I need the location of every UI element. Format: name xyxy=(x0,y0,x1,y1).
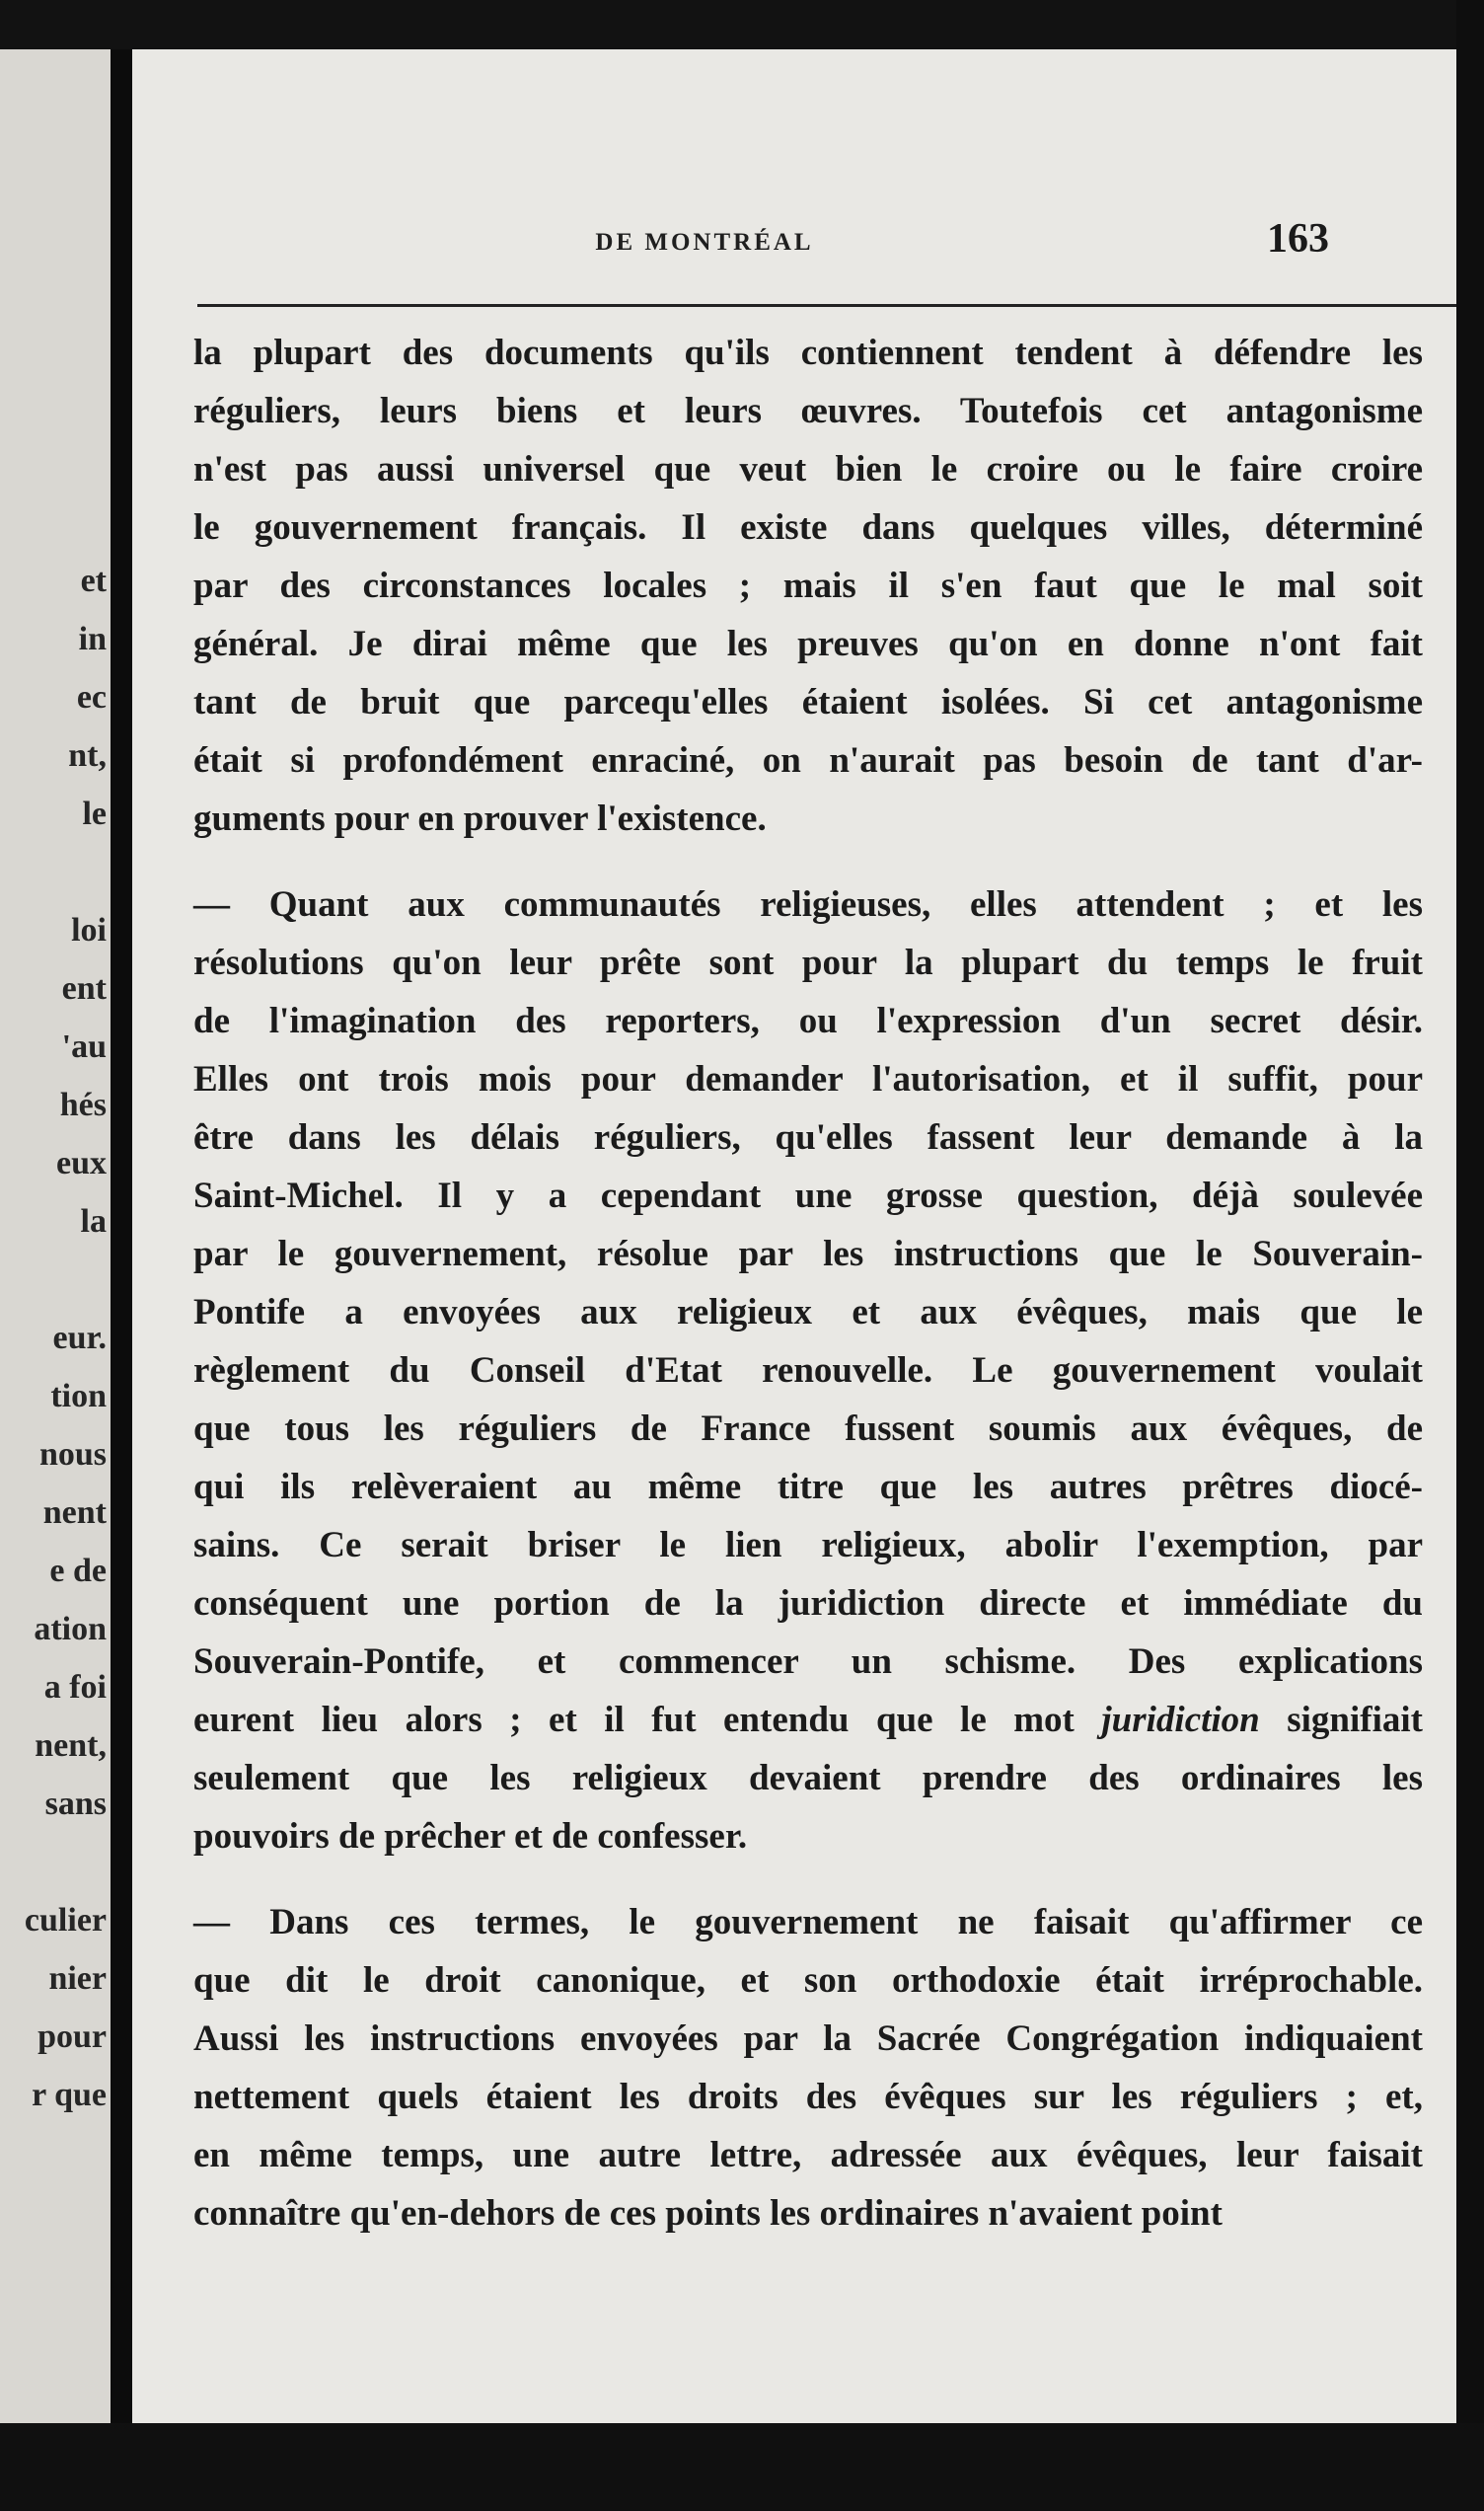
text-line: Souverain-Pontife, et commencer un schisme. Des explications xyxy=(193,1641,1423,1682)
header-rule xyxy=(197,304,1456,307)
text-line: qui ils relèveraient au même titre que les autres prêtres diocé- xyxy=(193,1467,1423,1507)
scan-border-top xyxy=(0,0,1484,54)
page-number: 163 xyxy=(1267,216,1329,262)
page-header xyxy=(132,207,1456,276)
adjacent-page-fragment-text: tion xyxy=(50,1378,107,1414)
adjacent-page-fragment-text: r que xyxy=(32,2077,107,2113)
text-line: être dans les délais réguliers, qu'elles fassent leur demande à la xyxy=(193,1117,1423,1158)
adjacent-page-fragment-text: la xyxy=(80,1203,107,1240)
text-line: tant de bruit que parcequ'elles étaient isolées. Si cet antagonisme xyxy=(193,682,1423,723)
text-line: que tous les réguliers de France fussent soumis aux évêques, de xyxy=(193,1408,1423,1449)
body-text xyxy=(193,324,1423,2243)
adjacent-page-fragment-text: sans xyxy=(44,1786,107,1822)
text-line: était si profondément enraciné, on n'aurait pas besoin de tant d'ar- xyxy=(193,740,1423,781)
adjacent-page-fragment-text: ation xyxy=(34,1611,107,1647)
text-line: guments pour en prouver l'existence. xyxy=(193,799,767,839)
text-line: n'est pas aussi universel que veut bien le croire ou le faire croire xyxy=(193,449,1423,490)
book-page xyxy=(132,49,1456,2423)
adjacent-page-fragment-text: hés xyxy=(59,1087,107,1123)
text-line: nettement quels étaient les droits des évêques sur les réguliers ; et, xyxy=(193,2077,1423,2117)
adjacent-page-fragment-text: nent, xyxy=(35,1727,107,1764)
text-line: général. Je dirai même que les preuves qu'on en donne n'ont fait xyxy=(193,624,1423,664)
text-line: — Dans ces termes, le gouvernement ne faisait qu'affirmer ce xyxy=(193,1902,1423,1942)
adjacent-page-fragment-text: eux xyxy=(56,1145,107,1181)
text-line: seulement que les religieux devaient prendre des ordinaires les xyxy=(193,1758,1423,1798)
adjacent-page-fragment-text: le xyxy=(82,796,107,832)
adjacent-page-fragment xyxy=(0,49,111,2423)
text-line: eurent lieu alors ; et il fut entendu que le mot juridiction signifiait xyxy=(193,1700,1423,1740)
adjacent-page-fragment-text: loi xyxy=(71,912,107,949)
italic-term: juridiction xyxy=(1101,1700,1260,1740)
text-line: Elles ont trois mois pour demander l'autorisation, et il suffit, pour xyxy=(193,1059,1423,1100)
adjacent-page-fragment-text: ent xyxy=(61,970,107,1007)
adjacent-page-fragment-text: nt, xyxy=(68,737,107,774)
adjacent-page-fragment-text: pour xyxy=(37,2018,107,2055)
text-line: le gouvernement français. Il existe dans quelques villes, déterminé xyxy=(193,507,1423,548)
text-line: réguliers, leurs biens et leurs œuvres. Toutefois cet antagonisme xyxy=(193,391,1423,431)
adjacent-page-fragment-text: a foi xyxy=(43,1669,107,1706)
text-line: Pontife a envoyées aux religieux et aux évêques, mais que le xyxy=(193,1292,1423,1332)
paragraph-gap xyxy=(193,848,1423,875)
text-line: par des circonstances locales ; mais il s'en faut que le mal soit xyxy=(193,566,1423,606)
text-line: — Quant aux communautés religieuses, elles attendent ; et les xyxy=(193,884,1423,925)
paragraph-gap xyxy=(193,1865,1423,1893)
adjacent-page-fragment-text: et xyxy=(80,563,107,599)
text-line: en même temps, une autre lettre, adressée aux évêques, leur faisait xyxy=(193,2135,1423,2175)
adjacent-page-fragment-text: nier xyxy=(48,1960,107,1997)
text-line: Saint-Michel. Il y a cependant une grosse question, déjà soulevée xyxy=(193,1176,1423,1216)
adjacent-page-fragment-text: culier xyxy=(24,1902,107,1939)
text-line: par le gouvernement, résolue par les instructions que le Souverain- xyxy=(193,1234,1423,1274)
text-line: connaître qu'en-dehors de ces points les ordinaires n'avaient point xyxy=(193,2193,1223,2234)
adjacent-page-fragment-text: ec xyxy=(76,679,107,716)
adjacent-page-fragment-text: nent xyxy=(42,1494,107,1531)
text-line: que dit le droit canonique, et son orthodoxie était irréprochable. xyxy=(193,1960,1423,2001)
scan-border-right xyxy=(1456,0,1484,2511)
text-line: Aussi les instructions envoyées par la Sacrée Congrégation indiquaient xyxy=(193,2018,1423,2059)
text-line: règlement du Conseil d'Etat renouvelle. Le gouvernement voulait xyxy=(193,1350,1423,1391)
text-line: conséquent une portion de la juridiction directe et immédiate du xyxy=(193,1583,1423,1624)
book-gutter xyxy=(111,49,132,2423)
text-line: sains. Ce serait briser le lien religieux, abolir l'exemption, par xyxy=(193,1525,1423,1565)
adjacent-page-fragment-text: e de xyxy=(49,1553,107,1589)
running-head: DE MONTRÉAL xyxy=(595,229,814,256)
scan-border-bottom xyxy=(0,2423,1484,2511)
adjacent-page-fragment-text: eur. xyxy=(52,1320,107,1356)
adjacent-page-fragment-text: nous xyxy=(38,1436,107,1473)
adjacent-page-fragment-text: 'au xyxy=(61,1028,107,1065)
text-line: pouvoirs de prêcher et de confesser. xyxy=(193,1816,748,1857)
text-line: la plupart des documents qu'ils contiennent tendent à défendre les xyxy=(193,333,1423,373)
adjacent-page-fragment-text: in xyxy=(78,621,107,657)
text-line: de l'imagination des reporters, ou l'expression d'un secret désir. xyxy=(193,1001,1423,1041)
text-line: résolutions qu'on leur prête sont pour la plupart du temps le fruit xyxy=(193,943,1423,983)
